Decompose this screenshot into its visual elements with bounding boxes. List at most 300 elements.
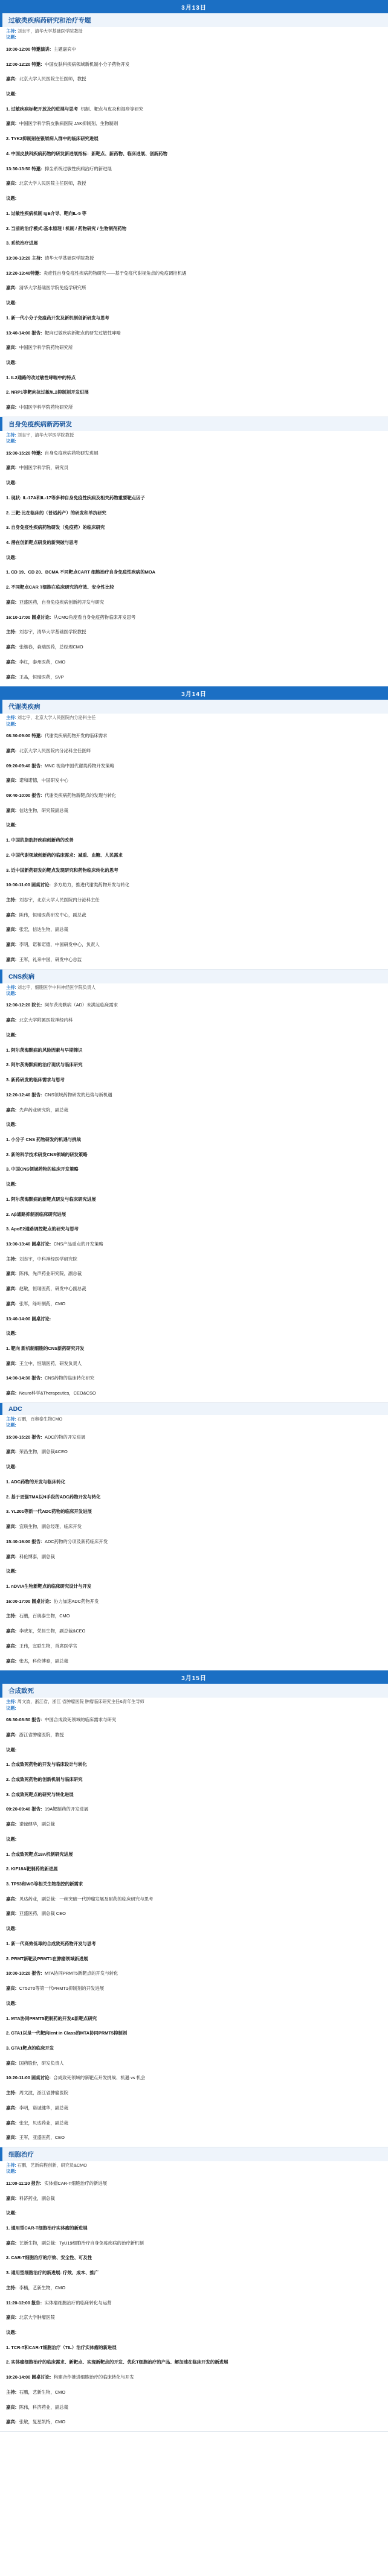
session-title: 代谢类疾病药物开发的临床需求 — [45, 733, 108, 739]
track-title: 细胞治疗 — [0, 2147, 388, 2161]
session-time: 议题: — [6, 196, 17, 202]
session-title: 李明，诺和诺德，中国研发中心，负责人 — [19, 942, 100, 948]
session-time: 3. GTA1靶点的临床开发 — [6, 2045, 54, 2051]
session-item[interactable] — [6, 1102, 382, 1117]
session-item[interactable] — [6, 1861, 382, 1876]
session-item[interactable] — [6, 354, 382, 369]
session-time: 议题: — [6, 1464, 17, 1470]
session-time: 嘉宾: — [6, 404, 17, 411]
session-time: 1. 过敏疾病标靶开放及的进展与思考 — [6, 106, 79, 112]
session-item[interactable] — [6, 877, 382, 892]
session-item[interactable] — [6, 1548, 382, 1564]
session-time: 2. Aβ通路抑制剂临床研究进展 — [6, 1211, 66, 1217]
chair-line — [0, 1422, 388, 1428]
session-item[interactable] — [6, 1503, 382, 1518]
session-time: 嘉宾: — [6, 2315, 17, 2321]
session-title: 赵敏，恒瑞医药，研发中心副总裁 — [19, 1286, 86, 1292]
chair-text: 石鹏，艺新病程创新，研究员&CMO — [17, 2162, 87, 2168]
session-time: 议题: — [6, 2000, 17, 2006]
session-time: 议题: — [6, 2210, 17, 2216]
session-item[interactable] — [6, 2069, 382, 2085]
session-title: 亚盛医药，副总裁 CEO — [19, 1911, 66, 1917]
session-item[interactable] — [6, 250, 382, 265]
session-item[interactable] — [6, 639, 382, 654]
session-item[interactable] — [6, 369, 382, 385]
session-time: 10:00-11:00 圆桌讨论: — [6, 882, 51, 888]
session-item[interactable] — [6, 2055, 382, 2070]
session-item[interactable] — [6, 459, 382, 475]
session-item[interactable] — [6, 1489, 382, 1504]
session-title: 主题嘉宾中 — [53, 46, 76, 52]
session-item[interactable] — [6, 727, 382, 743]
track-section — [0, 2147, 388, 2432]
session-item[interactable] — [6, 2010, 382, 2025]
session-time: 3. 通用型细胞治疗的新进展: 疗效、成本、推广 — [6, 2270, 99, 2276]
session-item[interactable] — [6, 1236, 382, 1251]
session-item[interactable] — [6, 1801, 382, 1816]
chair-text: 石鹏，百奥泰生物CMO — [17, 1416, 63, 1422]
chair-line — [0, 2169, 388, 2175]
session-item[interactable] — [6, 1221, 382, 1236]
session-item[interactable] — [6, 2025, 382, 2040]
session-item[interactable] — [6, 1608, 382, 1623]
session-item[interactable] — [6, 817, 382, 832]
session-title: 国药股份，研发负责人 — [19, 2060, 64, 2066]
chair-text: 刘志宇，清华大学医学院教授 — [17, 432, 74, 438]
session-time: 主持: — [6, 2389, 17, 2395]
session-item[interactable] — [6, 1161, 382, 1176]
session-item[interactable] — [6, 1578, 382, 1593]
session-item[interactable] — [6, 847, 382, 862]
session-item[interactable] — [6, 1296, 382, 1311]
session-time: 议题: — [6, 822, 17, 828]
session-time: 议题: — [6, 1032, 17, 1038]
session-title: 亚盛医药，自身免疫疾病创新药开发与研究 — [19, 599, 105, 605]
session-item[interactable] — [6, 1995, 382, 2010]
session-item[interactable] — [6, 2339, 382, 2354]
session-item[interactable] — [6, 669, 382, 684]
session-item[interactable] — [6, 2414, 382, 2429]
session-item[interactable] — [6, 445, 382, 460]
session-time: 嘉宾: — [6, 1896, 17, 1902]
session-time: 嘉宾: — [6, 1524, 17, 1530]
session-time: 嘉宾: — [6, 659, 17, 665]
session-item[interactable] — [6, 832, 382, 847]
track-title: ADC — [0, 1403, 388, 1415]
session-title: 靶向过敏疾病新靶点的研发过敏性哮喘 — [45, 330, 121, 336]
session-item[interactable] — [6, 1623, 382, 1638]
track-section — [0, 1403, 388, 1670]
session-list — [0, 997, 388, 1399]
session-item[interactable] — [6, 280, 382, 295]
session-time: 1. 通用型CAR-T细胞治疗实体瘤的新进展 — [6, 2225, 88, 2231]
session-item[interactable] — [6, 1340, 382, 1355]
session-item[interactable] — [6, 265, 382, 280]
session-time: 2. TYK2抑制剂在银屑病人群中的临床研究进展 — [6, 136, 99, 142]
session-item[interactable] — [6, 1265, 382, 1280]
session-time: 11:20-12:00 报告: — [6, 2300, 42, 2306]
session-title: Neuro科学&Therapeutics，CEO&CSO — [19, 1390, 96, 1396]
session-item[interactable] — [6, 1831, 382, 1846]
session-item[interactable] — [6, 892, 382, 907]
chair-text: 刘志宇，细胞医学中科神经医学院负责人 — [17, 984, 96, 990]
track-section — [0, 1684, 388, 2147]
session-item[interactable] — [6, 1027, 382, 1042]
session-title: 从CMO角度看自身免疫药物临床开发思考 — [53, 614, 136, 620]
session-title: 刘志宇，中科神经医学研究院 — [19, 1256, 77, 1262]
session-item[interactable] — [6, 2369, 382, 2384]
session-item[interactable] — [6, 2280, 382, 2295]
session-list — [0, 445, 388, 684]
session-time: 3. 中国CNS领域药物的临床开发策略 — [6, 1166, 79, 1172]
session-time: 议题: — [6, 2330, 17, 2336]
session-item[interactable] — [6, 1846, 382, 1861]
session-item[interactable] — [6, 1042, 382, 1057]
session-time: 15:00-15:20 报告: — [6, 1434, 42, 1440]
session-title: 北京大学人民医院主任医师，教授 — [19, 76, 86, 82]
session-title: 王伟，宜联生物，首席医学官 — [19, 1643, 77, 1649]
session-item[interactable] — [6, 295, 382, 310]
session-item[interactable] — [6, 2040, 382, 2055]
session-item[interactable] — [6, 2309, 382, 2324]
session-title: 李晓东，荣昌生物，副总裁&CEO — [19, 1628, 86, 1634]
session-time: 嘉宾: — [6, 1107, 17, 1113]
session-item[interactable] — [6, 1638, 382, 1653]
session-time: 嘉宾: — [6, 1821, 17, 1827]
session-time: 14:00-14:30 报告: — [6, 1375, 42, 1381]
session-time: 2. GTA1以是一代靶向Ient in Class的MTA协同PRMT5抑制剂 — [6, 2030, 128, 2036]
session-item[interactable] — [6, 758, 382, 773]
session-item[interactable] — [6, 1711, 382, 1727]
session-item[interactable] — [6, 1533, 382, 1548]
session-item[interactable] — [6, 1965, 382, 1980]
session-time: 16:10-17:00 圆桌讨论: — [6, 614, 51, 620]
session-item[interactable] — [6, 399, 382, 414]
session-item[interactable] — [6, 2175, 382, 2190]
session-title: 机制、靶点与皮炎和湿疹等研究 — [80, 106, 144, 112]
session-time: 2. 阿尔茨海默病的治疗现状与临床研究 — [6, 1062, 83, 1068]
session-item[interactable] — [6, 2324, 382, 2339]
session-item[interactable] — [6, 1280, 382, 1296]
session-time: 议题: — [6, 91, 17, 97]
session-item[interactable] — [6, 1593, 382, 1608]
session-item[interactable] — [6, 1563, 382, 1578]
session-item[interactable] — [6, 190, 382, 205]
session-item[interactable] — [6, 2295, 382, 2310]
session-time: 嘉宾: — [6, 2419, 17, 2425]
session-item[interactable] — [6, 115, 382, 130]
session-time: 09:20-09:40 报告: — [6, 762, 42, 769]
session-item[interactable] — [6, 997, 382, 1012]
session-item[interactable] — [6, 71, 382, 86]
session-item[interactable] — [6, 2085, 382, 2100]
session-title: MNC 视角中国代谢类药物开发策略 — [45, 762, 114, 769]
session-time: 10:00-10:20 报告: — [6, 1970, 42, 1977]
session-time: 嘉宾: — [6, 2404, 17, 2410]
chair-line — [0, 715, 388, 721]
session-time: 2. CAR-T细胞治疗的疗效、安全性、可及性 — [6, 2255, 92, 2261]
session-item[interactable] — [6, 936, 382, 951]
chair-label: 议题: — [6, 2169, 16, 2175]
session-title: 科济药业，副总裁 — [19, 2195, 55, 2201]
session-item[interactable] — [6, 2354, 382, 2369]
session-item[interactable] — [6, 1935, 382, 1951]
session-time: 嘉宾: — [6, 285, 17, 291]
session-time: 嘉宾: — [6, 2135, 17, 2141]
session-item[interactable] — [6, 1429, 382, 1444]
chair-label: 议题: — [6, 991, 16, 997]
session-time: 嘉宾: — [6, 1449, 17, 1455]
session-time: 1. ADC药物的开发与临床转化 — [6, 1478, 65, 1485]
session-item[interactable] — [6, 1251, 382, 1266]
session-time: 嘉宾: — [6, 465, 17, 471]
session-item[interactable] — [6, 2264, 382, 2280]
session-item[interactable] — [6, 1012, 382, 1027]
session-time: 1. nDVIA生物新靶点的临床研究设计与开发 — [6, 1583, 92, 1589]
session-list — [0, 41, 388, 414]
session-item[interactable] — [6, 475, 382, 490]
chair-label: 主持: — [6, 1699, 16, 1705]
chair-label: 主持: — [6, 2162, 16, 2168]
session-item[interactable] — [6, 2249, 382, 2264]
session-title: 诺诚健华，副总裁 — [19, 1821, 55, 1827]
session-title: MTA协同PRMT5新靶点的开发与转化 — [45, 1970, 118, 1977]
session-item[interactable] — [6, 1355, 382, 1370]
session-list — [0, 1711, 388, 2144]
session-item[interactable] — [6, 2129, 382, 2144]
session-time: 1. 靶向 新机制细胞的CNS新药研究开发 — [6, 1346, 85, 1351]
session-time: 嘉宾: — [6, 1658, 17, 1664]
session-title: 炎症性自身免疫性疾病药物研究——基于免疫代谢视角点的免疫调控机遇 — [43, 270, 187, 276]
track-section — [0, 13, 388, 417]
session-item[interactable] — [6, 2190, 382, 2205]
session-item[interactable] — [6, 579, 382, 594]
session-item[interactable] — [6, 1816, 382, 1831]
chair-line — [0, 34, 388, 40]
session-title: 张宏，贝达药业，副总裁 — [19, 2120, 69, 2126]
session-item[interactable] — [6, 1727, 382, 1742]
session-item[interactable] — [6, 161, 382, 176]
session-time: 嘉宾: — [6, 1300, 17, 1306]
session-item[interactable] — [6, 1653, 382, 1668]
session-item[interactable] — [6, 1786, 382, 1801]
session-title: 中国医学科学院药物研究所 — [19, 404, 73, 411]
session-item[interactable] — [6, 1474, 382, 1489]
session-item[interactable] — [6, 1072, 382, 1087]
session-item[interactable] — [6, 1771, 382, 1786]
session-item[interactable] — [6, 1756, 382, 1771]
session-time: 13:20-13:40特邀: — [6, 270, 41, 276]
session-item[interactable] — [6, 86, 382, 101]
session-item[interactable] — [6, 175, 382, 190]
session-time: 嘉宾: — [6, 1017, 17, 1023]
session-title: ADC药物的分项及新药临床开发 — [45, 1538, 108, 1544]
session-item[interactable] — [6, 2205, 382, 2220]
session-time: 15:40-16:00 报告: — [6, 1538, 42, 1544]
session-item[interactable] — [6, 519, 382, 534]
session-item[interactable] — [6, 743, 382, 758]
session-item[interactable] — [6, 1370, 382, 1385]
session-item[interactable] — [6, 1951, 382, 1966]
session-time: 嘉宾: — [6, 674, 17, 680]
session-title: 石鹏，艺新生物，CMO — [19, 2389, 66, 2395]
session-title: 中国医学科学院药物研究所 — [19, 345, 73, 351]
session-item[interactable] — [6, 339, 382, 354]
session-time: 2. 实体瘤细胞治疗的临床需求、新靶点、实现新靶点的开发、优化T细胞治疗的产品、解加速在临床开发的新进展 — [6, 2359, 228, 2365]
session-time: 2. 合成致死药物的创新机制与临床研究 — [6, 1777, 83, 1782]
session-item[interactable] — [6, 1087, 382, 1102]
session-item[interactable] — [6, 1905, 382, 1920]
session-item[interactable] — [6, 772, 382, 787]
session-time: 15:00-15:20 特邀: — [6, 450, 42, 456]
session-item[interactable] — [6, 220, 382, 235]
session-title: 刘志宇，清华大学基础医学院教授 — [19, 629, 86, 635]
chair-line — [0, 438, 388, 444]
session-item[interactable] — [6, 1191, 382, 1206]
session-time: 嘉宾: — [6, 1271, 17, 1277]
chair-text: 刘志宇，北京大学人民医院内分泌科主任 — [17, 715, 96, 721]
session-item[interactable] — [6, 862, 382, 877]
session-item[interactable] — [6, 1443, 382, 1459]
chair-label: 议题: — [6, 1705, 16, 1711]
session-title: 石鹏，百奥泰生物，CMO — [19, 1613, 70, 1619]
session-time: 嘉宾: — [6, 778, 17, 784]
track-title: 过敏类疾病药研究和治疗专题 — [0, 13, 388, 27]
session-item[interactable] — [6, 1176, 382, 1191]
session-item[interactable] — [6, 2384, 382, 2399]
chair-label: 主持: — [6, 715, 16, 721]
session-item[interactable] — [6, 325, 382, 340]
session-time: 1. CD 19、CD 20、BCMA 不同靶点CART 细胞治疗自身免疫性疾病的MOA — [6, 569, 155, 575]
session-time: 1. 小分子 CNS 药物研发的机遇与挑战 — [6, 1136, 82, 1142]
session-time: 主持: — [6, 1613, 17, 1619]
chair-label: 议题: — [6, 1422, 16, 1428]
session-item[interactable] — [6, 921, 382, 936]
session-item[interactable] — [6, 56, 382, 71]
session-time: 2. 中国代谢领域创新药的临床需求：减重、血糖、人民需求 — [6, 852, 123, 858]
session-time: 2. PRMT新靶及PRMT1在肿瘤领域新进展 — [6, 1955, 88, 1961]
chair-line — [0, 28, 388, 34]
session-item[interactable] — [6, 101, 382, 116]
session-item[interactable] — [6, 1459, 382, 1474]
session-item[interactable] — [6, 490, 382, 505]
session-item[interactable] — [6, 235, 382, 250]
chair-label: 议题: — [6, 438, 16, 444]
session-item[interactable] — [6, 1311, 382, 1326]
session-item[interactable] — [6, 907, 382, 922]
session-item[interactable] — [6, 1891, 382, 1906]
track-title: 自身免疫疾病新药研发 — [0, 417, 388, 431]
session-item[interactable] — [6, 2235, 382, 2250]
session-time: 主持: — [6, 629, 17, 635]
session-item[interactable] — [6, 130, 382, 145]
session-item[interactable] — [6, 609, 382, 624]
track-title: 合成致死 — [0, 1684, 388, 1698]
session-time: 嘉宾: — [6, 599, 17, 605]
session-item[interactable] — [6, 624, 382, 639]
session-title: 中国合成致死领域的临床需求与研究 — [45, 1717, 117, 1723]
session-title: CNS产品重点的开发策略 — [53, 1241, 103, 1247]
session-item[interactable] — [6, 1742, 382, 1757]
session-item[interactable] — [6, 505, 382, 520]
chair-line — [0, 991, 388, 997]
session-time: 4. 潜在创新靶点研发的新突破与思考 — [6, 540, 79, 546]
session-item[interactable] — [6, 41, 382, 56]
chair-text: 刘志宇，清华大学基础医学院教授 — [17, 28, 83, 34]
session-time: 嘉宾: — [6, 956, 17, 962]
chair-text: 周文波，浙江省，浙江 省肿瘤医院 肿瘤临床研究主任&青年生导师 — [17, 1699, 144, 1705]
session-item[interactable] — [6, 654, 382, 669]
session-item[interactable] — [6, 2220, 382, 2235]
session-item[interactable] — [6, 2100, 382, 2115]
session-item[interactable] — [6, 564, 382, 579]
chair-line — [0, 1699, 388, 1705]
session-item[interactable] — [6, 145, 382, 161]
session-time: 1. 中国的脂肪肝疾病创新药的改善 — [6, 837, 74, 843]
session-time: 12:20-12:40 报告: — [6, 1091, 42, 1098]
session-time: 嘉宾: — [6, 2195, 17, 2201]
session-item[interactable] — [6, 1116, 382, 1131]
session-title: 王军，亚盛医药，CEO — [19, 2135, 65, 2141]
session-item[interactable] — [6, 802, 382, 817]
session-item[interactable] — [6, 787, 382, 802]
session-title: 陈伟，科济药业，副总裁 — [19, 2404, 69, 2410]
session-item[interactable] — [6, 951, 382, 967]
session-item[interactable] — [6, 1325, 382, 1340]
session-title: 张继春，森瑞医药，总经理CMO — [19, 644, 83, 650]
session-title: 构建合作推进细胞治疗的临床转化与开发 — [53, 2374, 134, 2380]
session-time: 1. 过敏性疾病机制 IgE介导、靶向IL-5 等 — [6, 210, 87, 216]
chair-line — [0, 985, 388, 991]
chair-line — [0, 1416, 388, 1422]
session-time: 主持: — [6, 1256, 17, 1262]
session-title: 宜联生物，副总经理，临床开发 — [19, 1524, 82, 1530]
session-time: 嘉宾: — [6, 644, 17, 650]
track-section — [0, 970, 388, 1403]
session-item[interactable] — [6, 1518, 382, 1533]
session-time: 3. TP53和WG等相关生物指控的新需求 — [6, 1881, 83, 1887]
session-item[interactable] — [6, 310, 382, 325]
session-item[interactable] — [6, 1876, 382, 1891]
session-time: 1. 新一代小分子免疫药开发及新机制创新研发与思考 — [6, 315, 109, 321]
chair-label: 主持: — [6, 984, 16, 990]
session-title: 信达生物，研究院副总裁 — [19, 807, 69, 813]
session-item[interactable] — [6, 1385, 382, 1400]
session-item[interactable] — [6, 384, 382, 399]
session-title: 北京大学人民医院内分泌科主任医师 — [19, 747, 91, 753]
track-section — [0, 700, 388, 969]
session-list — [0, 1429, 388, 1668]
session-item[interactable] — [6, 1056, 382, 1072]
session-time: 3. 近中国新药研发的靶点发现研究和药物临床转化的思考 — [6, 867, 118, 873]
day-header-2: 3月14日 — [0, 686, 388, 700]
session-title: 张敏，复星凯特，CMO — [19, 2419, 66, 2425]
session-item[interactable] — [6, 2399, 382, 2414]
session-item[interactable] — [6, 2115, 382, 2130]
session-item[interactable] — [6, 1146, 382, 1162]
session-item[interactable] — [6, 1920, 382, 1935]
session-item[interactable] — [6, 1980, 382, 1995]
session-time: 嘉宾: — [6, 942, 17, 948]
session-item[interactable] — [6, 594, 382, 609]
session-item[interactable] — [6, 205, 382, 220]
session-item[interactable] — [6, 534, 382, 549]
session-time: 议题: — [6, 1747, 17, 1753]
session-item[interactable] — [6, 1206, 382, 1221]
session-time: 嘉宾: — [6, 76, 17, 82]
session-item[interactable] — [6, 549, 382, 564]
session-item[interactable] — [6, 1131, 382, 1146]
